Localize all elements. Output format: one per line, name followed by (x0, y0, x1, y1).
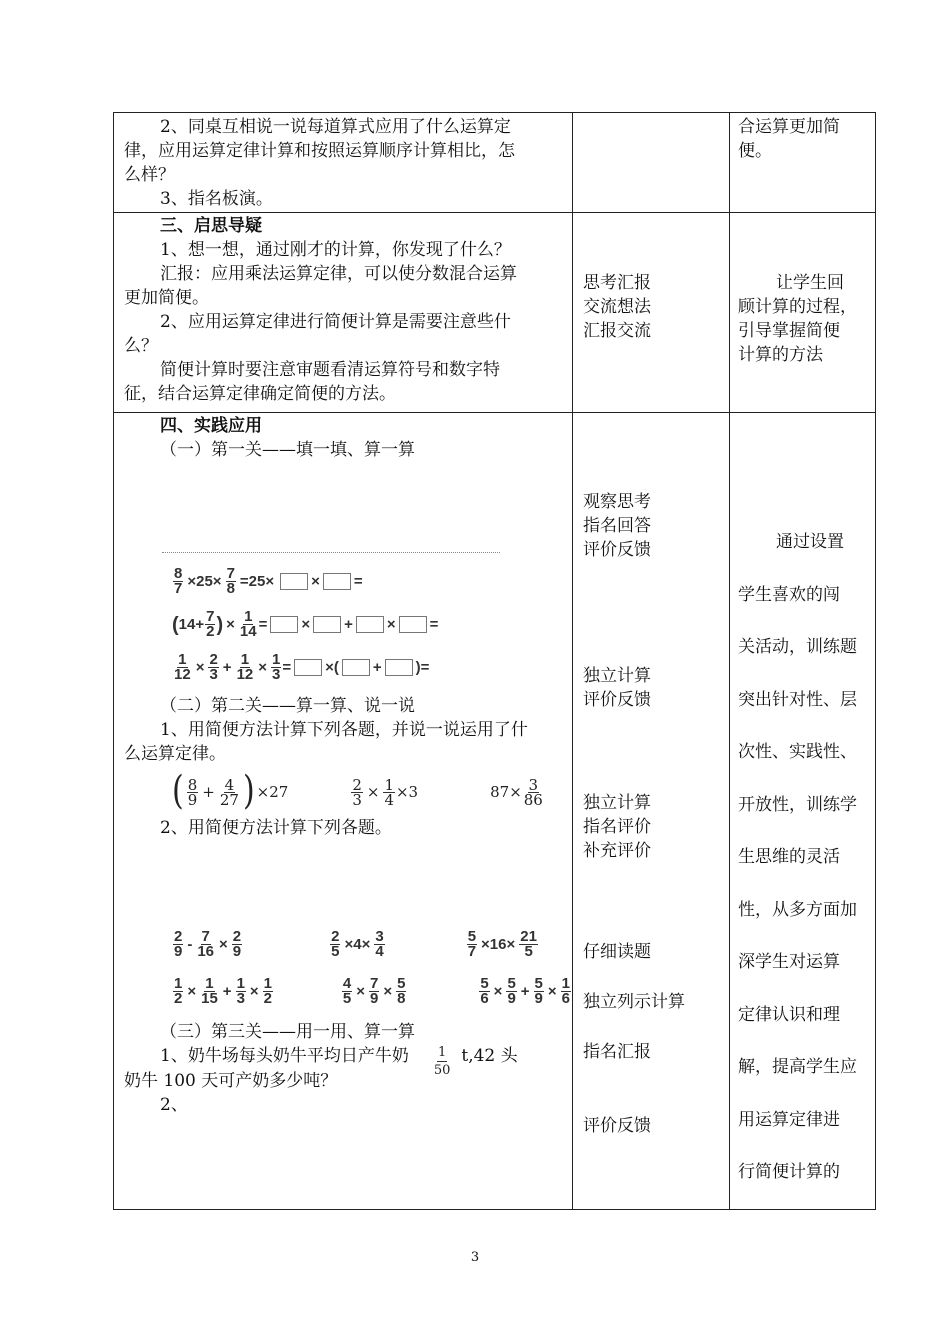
section-title: （二）第二关——算一算、说一说 (160, 696, 415, 716)
intent-cell (730, 113, 876, 213)
exercise-row: $\frac{1}{2}$ × $\frac{1}{15}$ + $\frac{1}{3}$ × $\frac{1}{2}$ $\frac{4}{5}$ × $\frac{7}{9}$ × $\frac{5}{8}$ $\frac{5}{6}$ × $\frac{5}{9}$ + $\frac{5}{9}$ × $\frac{1}{6}$ (174, 975, 570, 1007)
fill-in-equation-3: $\frac{1}{12}$ × $\frac{2}{3}$ + $\frac{1}{12}$ × $\frac{1}{3}$ = ×( + )= (174, 651, 430, 683)
text-line: 奶牛 100 天可产奶多少吨？ (124, 1071, 338, 1091)
fill-in-equation-2: ( 14+ $\frac{7}{2}$ ) × $\frac{1}{14}$ = × + × = (172, 608, 439, 640)
text-line: 汇报：应用乘法运算定律，可以使分数混合运算 (160, 264, 517, 284)
text-line: 独立计算 (583, 793, 651, 813)
text-line: 计算的方法 (738, 345, 823, 365)
text-line: 律，应用运算定律计算和按照运算顺序计算相比，怎 (124, 141, 515, 161)
text-line: 便。 (738, 141, 772, 161)
text-line: 观察思考 (583, 492, 651, 512)
lesson-plan-table (113, 112, 876, 1210)
intent-cell (730, 413, 876, 1210)
text-line: 么样？ (124, 165, 175, 185)
answer-box[interactable] (313, 616, 341, 633)
text-line: 深学生对运算 (738, 952, 840, 972)
text-line: 2、 (160, 1095, 188, 1115)
exercise-row: ( $\frac{8}{9}$ + $\frac{4}{27}$ ) ×27 $\frac{2}{3}$ × $\frac{1}{4}$ ×3 87× $\frac{3}{86}$ (172, 768, 543, 815)
content-cell (114, 113, 573, 213)
content-cell (114, 213, 573, 413)
text-line: 次性、实践性、 (738, 742, 857, 762)
text-line: 1、用简便方法计算下列各题，并说一说运用了什 (160, 720, 528, 740)
method-cell (573, 113, 730, 213)
text-line: 独立计算 (583, 666, 651, 686)
exercise-row: $\frac{2}{9}$ - $\frac{7}{16}$ × $\frac{2}{9}$ $\frac{2}{5}$ ×4× $\frac{3}{4}$ $\frac{5}{7}$ ×16× $\frac{21}{5}$ (174, 928, 537, 960)
text-line: t,42 头 (461, 1046, 518, 1066)
answer-box[interactable] (342, 659, 370, 676)
text-line: 仔细读题 (583, 942, 651, 962)
text-line: 交流想法 (583, 297, 651, 317)
table-row (114, 213, 876, 413)
text-line: 引导掌握简便 (738, 321, 840, 341)
text-line: 补充评价 (583, 841, 651, 861)
section-heading: 四、实践应用 (160, 416, 262, 436)
text-line: 突出针对性、层 (738, 689, 857, 710)
fill-in-equation-1: $\frac{8}{7}$ ×25× $\frac{7}{8}$ =25× × = (174, 565, 363, 597)
text-line: 通过设置 (776, 532, 844, 552)
table-row (114, 113, 876, 213)
text-line: 评价反馈 (583, 540, 651, 560)
text-line: 指名回答 (583, 516, 651, 536)
answer-box[interactable] (356, 616, 384, 633)
text-line: 性，从多方面加 (738, 899, 857, 920)
text-line: 合运算更加简 (738, 117, 840, 137)
page-number: 3 (470, 1250, 480, 1265)
method-cell (573, 213, 730, 413)
text-line: 关活动，训练题 (738, 637, 857, 657)
answer-box[interactable] (385, 659, 413, 676)
section-title: （一）第一关——填一填、算一算 (160, 440, 415, 460)
section-title: （三）第三关——用一用、算一算 (160, 1022, 415, 1042)
answer-box[interactable] (323, 573, 351, 590)
text-line: 学生喜欢的闯 (738, 584, 840, 605)
text-line: 更加简便。 (124, 288, 209, 308)
text-line: 生思维的灵活 (738, 847, 840, 867)
text-line: 征，结合运算定律确定简便的方法。 (124, 384, 396, 404)
text-line: 评价反馈 (583, 1116, 651, 1136)
text-line: 2、用简便方法计算下列各题。 (160, 818, 392, 838)
text-line: 行简便计算的 (738, 1162, 840, 1182)
section-heading: 三、启思导疑 (160, 216, 262, 236)
text-line: 思考汇报 (583, 273, 651, 293)
text-line: 1、奶牛场每头奶牛平均日产牛奶 (160, 1046, 409, 1066)
text-line: 汇报交流 (583, 321, 651, 341)
method-cell (573, 413, 730, 1210)
text-line: 开放性，训练学 (738, 794, 857, 815)
text-line: 顾计算的过程， (738, 297, 857, 317)
text-line: 3、指名板演。 (160, 189, 273, 209)
daily-yield-fraction: $\frac{1}{50}$ (433, 1045, 451, 1078)
text-line: 用运算定律进 (738, 1109, 840, 1130)
intent-cell (730, 213, 876, 413)
text-line: 定律认识和理 (738, 1004, 840, 1025)
text-line: 1、想一想，通过刚才的计算，你发现了什么？ (160, 240, 511, 260)
text-line: 2、应用运算定律进行简便计算是需要注意些什 (160, 312, 511, 332)
text-line: 么运算定律。 (124, 744, 226, 764)
text-line: 评价反馈 (583, 690, 651, 710)
answer-box[interactable] (280, 573, 308, 590)
text-line: 么？ (124, 336, 158, 356)
text-line: 独立列示计算 (583, 992, 685, 1012)
answer-box[interactable] (270, 616, 298, 633)
text-line: 2、同桌互相说一说每道算式应用了什么运算定 (160, 117, 511, 137)
answer-box[interactable] (399, 616, 427, 633)
text-line: 指名评价 (583, 817, 651, 837)
table-row (114, 413, 876, 1210)
content-cell (114, 413, 573, 1210)
answer-box[interactable] (294, 659, 322, 676)
text-line: 指名汇报 (583, 1042, 651, 1062)
divider (162, 552, 500, 553)
text-line: 让学生回 (776, 273, 844, 293)
text-line: 解，提高学生应 (738, 1057, 857, 1077)
text-line: 简便计算时要注意审题看清运算符号和数字特 (160, 360, 500, 380)
